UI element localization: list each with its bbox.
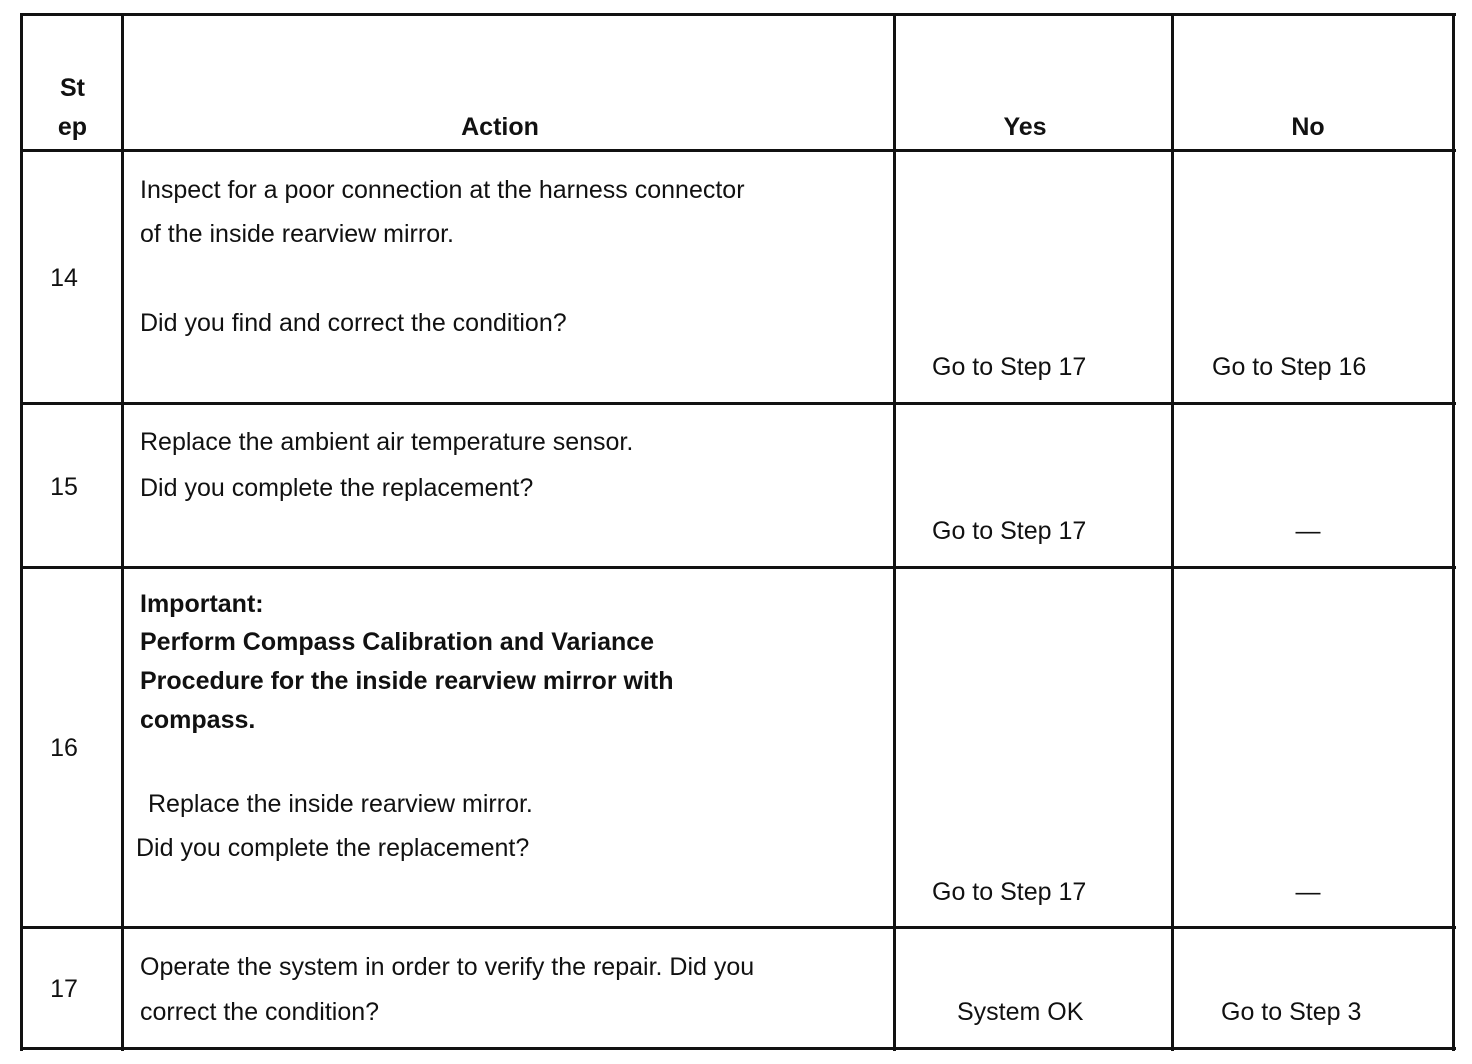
action-question: Did you find and correct the condition?	[140, 309, 567, 337]
table-border-left	[20, 13, 23, 1051]
action-text: Operate the system in order to verify the repair. Did you	[140, 953, 755, 981]
header-no: No	[1291, 113, 1325, 141]
action-text: Inspect for a poor connection at the harness connector	[140, 176, 745, 204]
header-divider	[20, 149, 1456, 152]
no-result: —	[1295, 517, 1321, 545]
header-step-line2: ep	[57, 113, 88, 141]
header-action: Action	[461, 113, 539, 141]
action-text: Replace the inside rearview mirror.	[148, 790, 533, 818]
column-divider-action	[893, 13, 896, 1051]
step-number: 17	[50, 975, 78, 1003]
step-number: 16	[50, 734, 78, 762]
action-text: correct the condition?	[140, 998, 380, 1026]
row-divider-16	[20, 926, 1456, 929]
yes-result: System OK	[957, 998, 1084, 1026]
header-yes: Yes	[1003, 113, 1047, 141]
no-result: Go to Step 3	[1221, 998, 1362, 1026]
yes-result: Go to Step 17	[932, 878, 1087, 906]
important-note: Perform Compass Calibration and Variance	[140, 628, 655, 656]
row-divider-14	[20, 402, 1456, 405]
action-text: of the inside rearview mirror.	[140, 220, 455, 248]
table-border-right	[1452, 13, 1455, 1051]
action-question: Did you complete the replacement?	[136, 834, 530, 862]
yes-result: Go to Step 17	[932, 517, 1087, 545]
important-note: Procedure for the inside rearview mirror with	[140, 667, 674, 695]
header-step-line1: St	[60, 74, 85, 102]
no-result: Go to Step 16	[1212, 353, 1367, 381]
step-number: 14	[50, 264, 78, 292]
yes-result: Go to Step 17	[932, 353, 1087, 381]
no-result: —	[1295, 878, 1321, 906]
table-border-top	[20, 13, 1456, 16]
important-label: Important:	[140, 590, 264, 618]
table-border-bottom	[20, 1047, 1456, 1050]
step-number: 15	[50, 473, 78, 501]
important-note: compass.	[140, 706, 256, 734]
column-divider-step	[121, 13, 124, 1051]
row-divider-15	[20, 566, 1456, 569]
action-text: Replace the ambient air temperature sensor.	[140, 428, 634, 456]
action-question: Did you complete the replacement?	[140, 474, 534, 502]
